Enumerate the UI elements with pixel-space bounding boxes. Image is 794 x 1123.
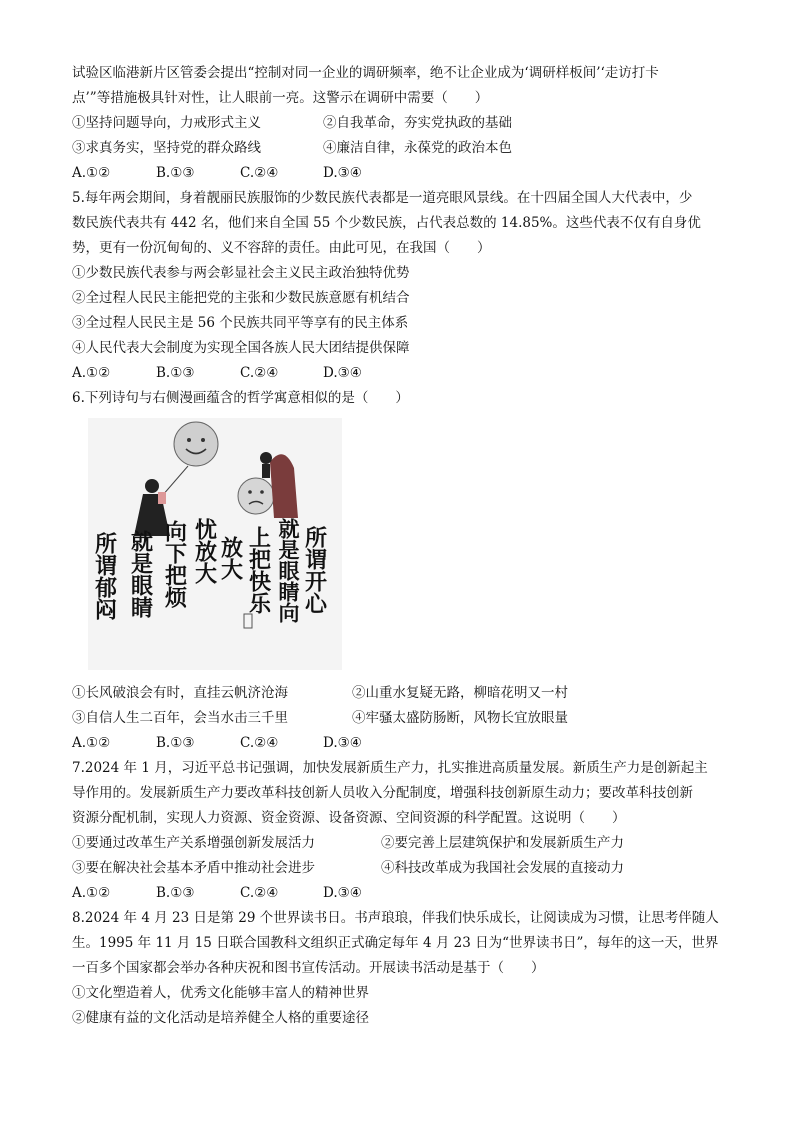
q7-choice-a: A.①② (72, 885, 111, 901)
q4-choice-b: B.①③ (156, 165, 195, 181)
q8-stem-1: 8.2024 年 4 月 23 日是第 29 个世界读书日。书声琅琅，伴我们快乐成长，让阅读成为习惯，让思考伴随人 (72, 910, 719, 926)
q8-stem-3: 一百多个国家都会举办各种庆祝和图书宣传活动。开展读书活动是基于（ ） (72, 960, 545, 976)
q7-stem-1: 7.2024 年 1 月，习近平总书记强调，加快发展新质生产力，扎实推进高质量发展。新质生产力是创新起主 (72, 760, 708, 776)
cal-col-6: 向下把烦 (161, 520, 187, 608)
q6-option-1: ①长风破浪会有时，直挂云帆济沧海 (72, 685, 288, 701)
q7-option-3: ③要在解决社会基本矛盾中推动社会进步 (72, 860, 315, 876)
q6-option-3: ③自信人生二百年，会当水击三千里 (72, 710, 288, 726)
q4-choice-d: D.③④ (323, 165, 362, 181)
q7-stem-3: 资源分配机制，实现人力资源、资金资源、设备资源、空间资源的科学配置。这说明（ ） (72, 810, 626, 826)
cal-col-2: 就是眼睛向 (276, 518, 300, 623)
q7-option-1: ①要通过改革生产关系增强创新发展活力 (72, 835, 315, 851)
q4-choice-a: A.①② (72, 165, 111, 181)
intro-line-1: 试验区临港新片区管委会提出“控制对同一企业的调研频率，绝不让企业成为‘调研样板间’‘走访打卡 (72, 65, 659, 81)
q5-choice-d: D.③④ (323, 365, 362, 381)
q5-stem-3: 势，更有一份沉甸甸的、义不容辞的责任。由此可见，在我国（ ） (72, 240, 491, 256)
q7-stem-2: 导作用的。发展新质生产力要改革科技创新人员收入分配制度，增强科技创新原生动力；要改革科技创新 (72, 785, 693, 801)
q5-option-4: ④人民代表大会制度为实现全国各族人民大团结提供保障 (72, 340, 410, 356)
q4-option-1: ①坚持问题导向，力戒形式主义 (72, 115, 261, 131)
q8-stem-2: 生。1995 年 11 月 15 日联合国教科文组织正式确定每年 4 月 23 日为“世界读书日”，每年的这一天，世界 (72, 935, 719, 951)
q7-option-2: ②要完善上层建筑保护和发展新质生产力 (381, 835, 624, 851)
q5-choice-a: A.①② (72, 365, 111, 381)
q5-stem-1: 5.每年两会期间，身着靓丽民族服饰的少数民族代表都是一道亮眼风景线。在十四届全国人大代表中，少 (72, 190, 693, 206)
q6-choice-d: D.③④ (323, 735, 362, 751)
sad-balloon-icon (238, 478, 274, 514)
q4-option-4: ④廉洁自律，永葆党的政治本色 (323, 140, 512, 156)
q7-choice-c: C.②④ (240, 885, 279, 901)
q5-option-3: ③全过程人民民主是 56 个民族共同平等享有的民主体系 (72, 315, 409, 331)
q7-option-4: ④科技改革成为我国社会发展的直接动力 (381, 860, 624, 876)
q5-choice-c: C.②④ (240, 365, 279, 381)
q7-choice-b: B.①③ (156, 885, 195, 901)
q4-choice-c: C.②④ (240, 165, 279, 181)
q6-choice-a: A.①② (72, 735, 111, 751)
q5-stem-2: 数民族代表共有 442 名，他们来自全国 55 个少数民族，占代表总数的 14.85%。这些代表不仅有自身优 (72, 215, 701, 231)
q5-option-1: ①少数民族代表参与两会彰显社会主义民主政治独特优势 (72, 265, 410, 281)
cal-col-5: 忧放大 (191, 518, 217, 584)
intro-line-2: 点’”等措施极具针对性，让人眼前一亮。这警示在调研中需要（ ） (72, 90, 489, 106)
q8-option-2: ②健康有益的文化活动是培养健全人格的重要途径 (72, 1010, 369, 1026)
q6-stem: 6.下列诗句与右侧漫画蕴含的哲学寓意相似的是（ ） (72, 390, 409, 406)
cal-col-7: 就是眼睛 (127, 530, 153, 618)
q4-option-2: ②自我革命，夯实党执政的基础 (323, 115, 512, 131)
cartoon-illustration (88, 418, 342, 670)
q6-choice-c: C.②④ (240, 735, 279, 751)
q8-option-1: ①文化塑造着人，优秀文化能够丰富人的精神世界 (72, 985, 369, 1001)
q7-choice-d: D.③④ (323, 885, 362, 901)
q5-option-2: ②全过程人民民主能把党的主张和少数民族意愿有机结合 (72, 290, 410, 306)
q6-option-4: ④牢骚太盛防肠断，风物长宜放眼量 (352, 710, 568, 726)
cal-col-1: 所谓开心 (301, 526, 327, 614)
q6-choice-b: B.①③ (156, 735, 195, 751)
q6-option-2: ②山重水复疑无路，柳暗花明又一村 (352, 685, 568, 701)
cal-col-3: 上把快乐 (245, 526, 271, 614)
cal-col-4: 放大 (217, 536, 243, 580)
q4-option-3: ③求真务实，坚持党的群众路线 (72, 140, 261, 156)
cal-col-8: 所谓郁闷 (91, 532, 117, 620)
q5-choice-b: B.①③ (156, 365, 195, 381)
